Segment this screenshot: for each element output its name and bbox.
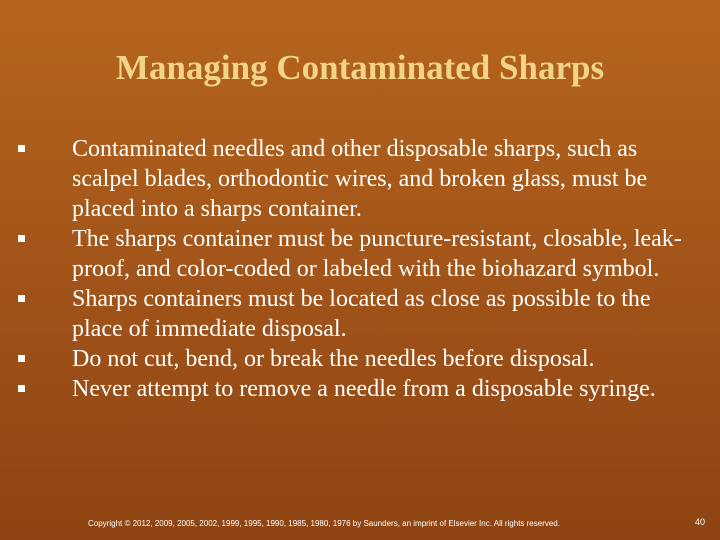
square-bullet-icon <box>18 355 25 362</box>
bullet-text: The sharps container must be puncture-resistant, closable, leak-proof, and color-coded or labeled with the biohazard symbol. <box>72 226 682 282</box>
bullet-list <box>72 134 702 404</box>
square-bullet-icon <box>18 235 25 242</box>
square-bullet-icon <box>18 295 25 302</box>
copyright-footer: Copyright © 2012, 2009, 2005, 2002, 1999, 1995, 1990, 1985, 1980, 1976 by Saunders, an imprint of Elsevier Inc. All rights reserved. <box>88 519 560 528</box>
bullet-item <box>72 284 702 344</box>
page-number: 40 <box>694 517 705 527</box>
bullet-text: Never attempt to remove a needle from a disposable syringe. <box>72 376 656 402</box>
bullet-item <box>72 224 702 284</box>
slide-title: Managing Contaminated Sharps <box>115 48 605 87</box>
bullet-item <box>72 344 702 374</box>
bullet-text: Do not cut, bend, or break the needles before disposal. <box>72 346 595 372</box>
bullet-text: Sharps containers must be located as close as possible to the place of immediate disposal. <box>72 286 651 342</box>
bullet-item <box>72 134 702 224</box>
square-bullet-icon <box>18 385 25 392</box>
bullet-text: Contaminated needles and other disposable sharps, such as scalpel blades, orthodontic wires, and broken glass, must be placed into a sharps container. <box>72 136 648 222</box>
square-bullet-icon <box>18 145 25 152</box>
bullet-item <box>72 374 702 404</box>
